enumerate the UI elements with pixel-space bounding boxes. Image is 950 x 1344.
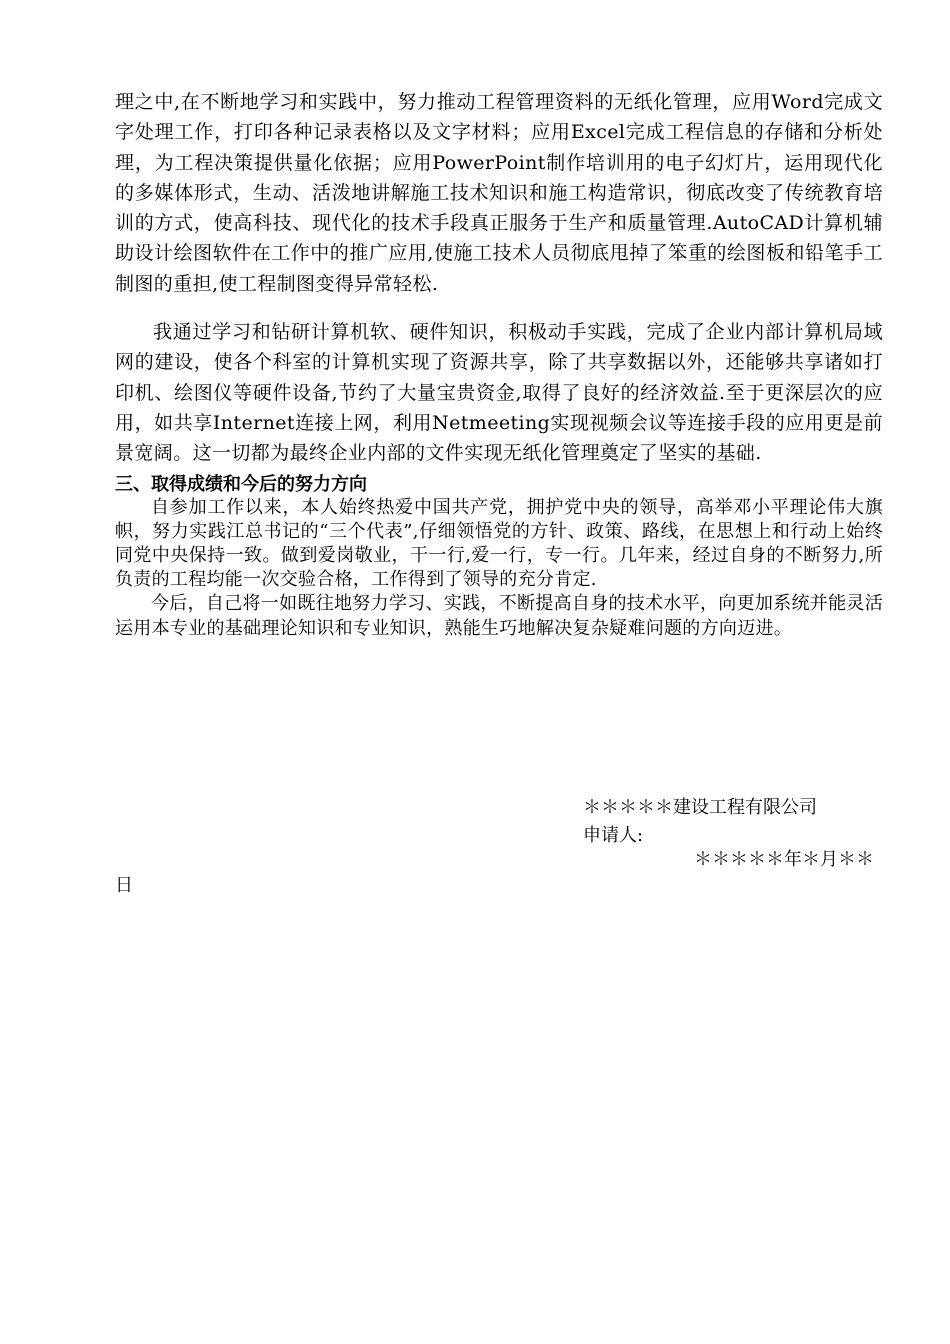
signature-company: ＊＊＊＊＊建设工程有限公司	[583, 797, 817, 818]
document-body	[115, 87, 883, 641]
signature-date: ＊＊＊＊＊年＊月＊＊	[694, 849, 874, 870]
paragraph-political-attitude: 自参加工作以来，本人始终热爱中国共产党，拥护党中央的领导，高举邓小平理论伟大旗帜，努力实践江总书记的“三个代表”,仔细领悟党的方针、政策、路线，在思想上和行动上始终同党中央保持一致。做到爱岗敬业，干一行,爱一行，专一行。几年来，经过自身的不断努力,所负责的工程均能一次交验合格，工作得到了领导的充分肯定.	[115, 496, 883, 591]
signature-applicant-label: 申请人:	[583, 825, 644, 846]
signature-date-day: 日	[115, 875, 133, 896]
section-heading-achievements: 三、取得成绩和今后的努力方向	[115, 473, 367, 495]
paragraph-computer-application: 理之中,在不断地学习和实践中，努力推动工程管理资料的无纸化管理，应用Word完成文字处理工作，打印各种记录表格以及文字材料；应用Excel完成工程信息的存储和分析处理，为工程决策提供量化依据；应用PowerPoint制作培训用的电子幻灯片，运用现代化的多媒体形式，生动、活泼地讲解施工技术知识和施工构造常识，彻底改变了传统教育培训的方式，使高科技、现代化的技术手段真正服务于生产和质量管理.AutoCAD计算机辅助设计绘图软件在工作中的推广应用,使施工技术人员彻底甩掉了笨重的绘图板和铅笔手工制图的重担,使工程制图变得异常轻松.	[115, 91, 883, 295]
paragraph-future-direction: 今后，自己将一如既往地努力学习、实践，不断提高自身的技术水平，向更加系统并能灵活运用本专业的基础理论知识和专业知识，熟能生巧地解决复杂疑难问题的方向迈进。	[115, 593, 883, 639]
paragraph-network-construction: 我通过学习和钻研计算机软、硬件知识，积极动手实践，完成了企业内部计算机局域网的建设，使各个科室的计算机实现了资源共享，除了共享数据以外，还能够共享诸如打印机、绘图仪等硬件设备,节约了大量宝贵资金,取得了良好的经济效益.至于更深层次的应用，如共享Internet连接上网，利用Netmeeting实现视频会议等连接手段的应用更是前景宽阔。这一切都为最终企业内部的文件实现无纸化管理奠定了坚实的基础.	[115, 321, 883, 465]
